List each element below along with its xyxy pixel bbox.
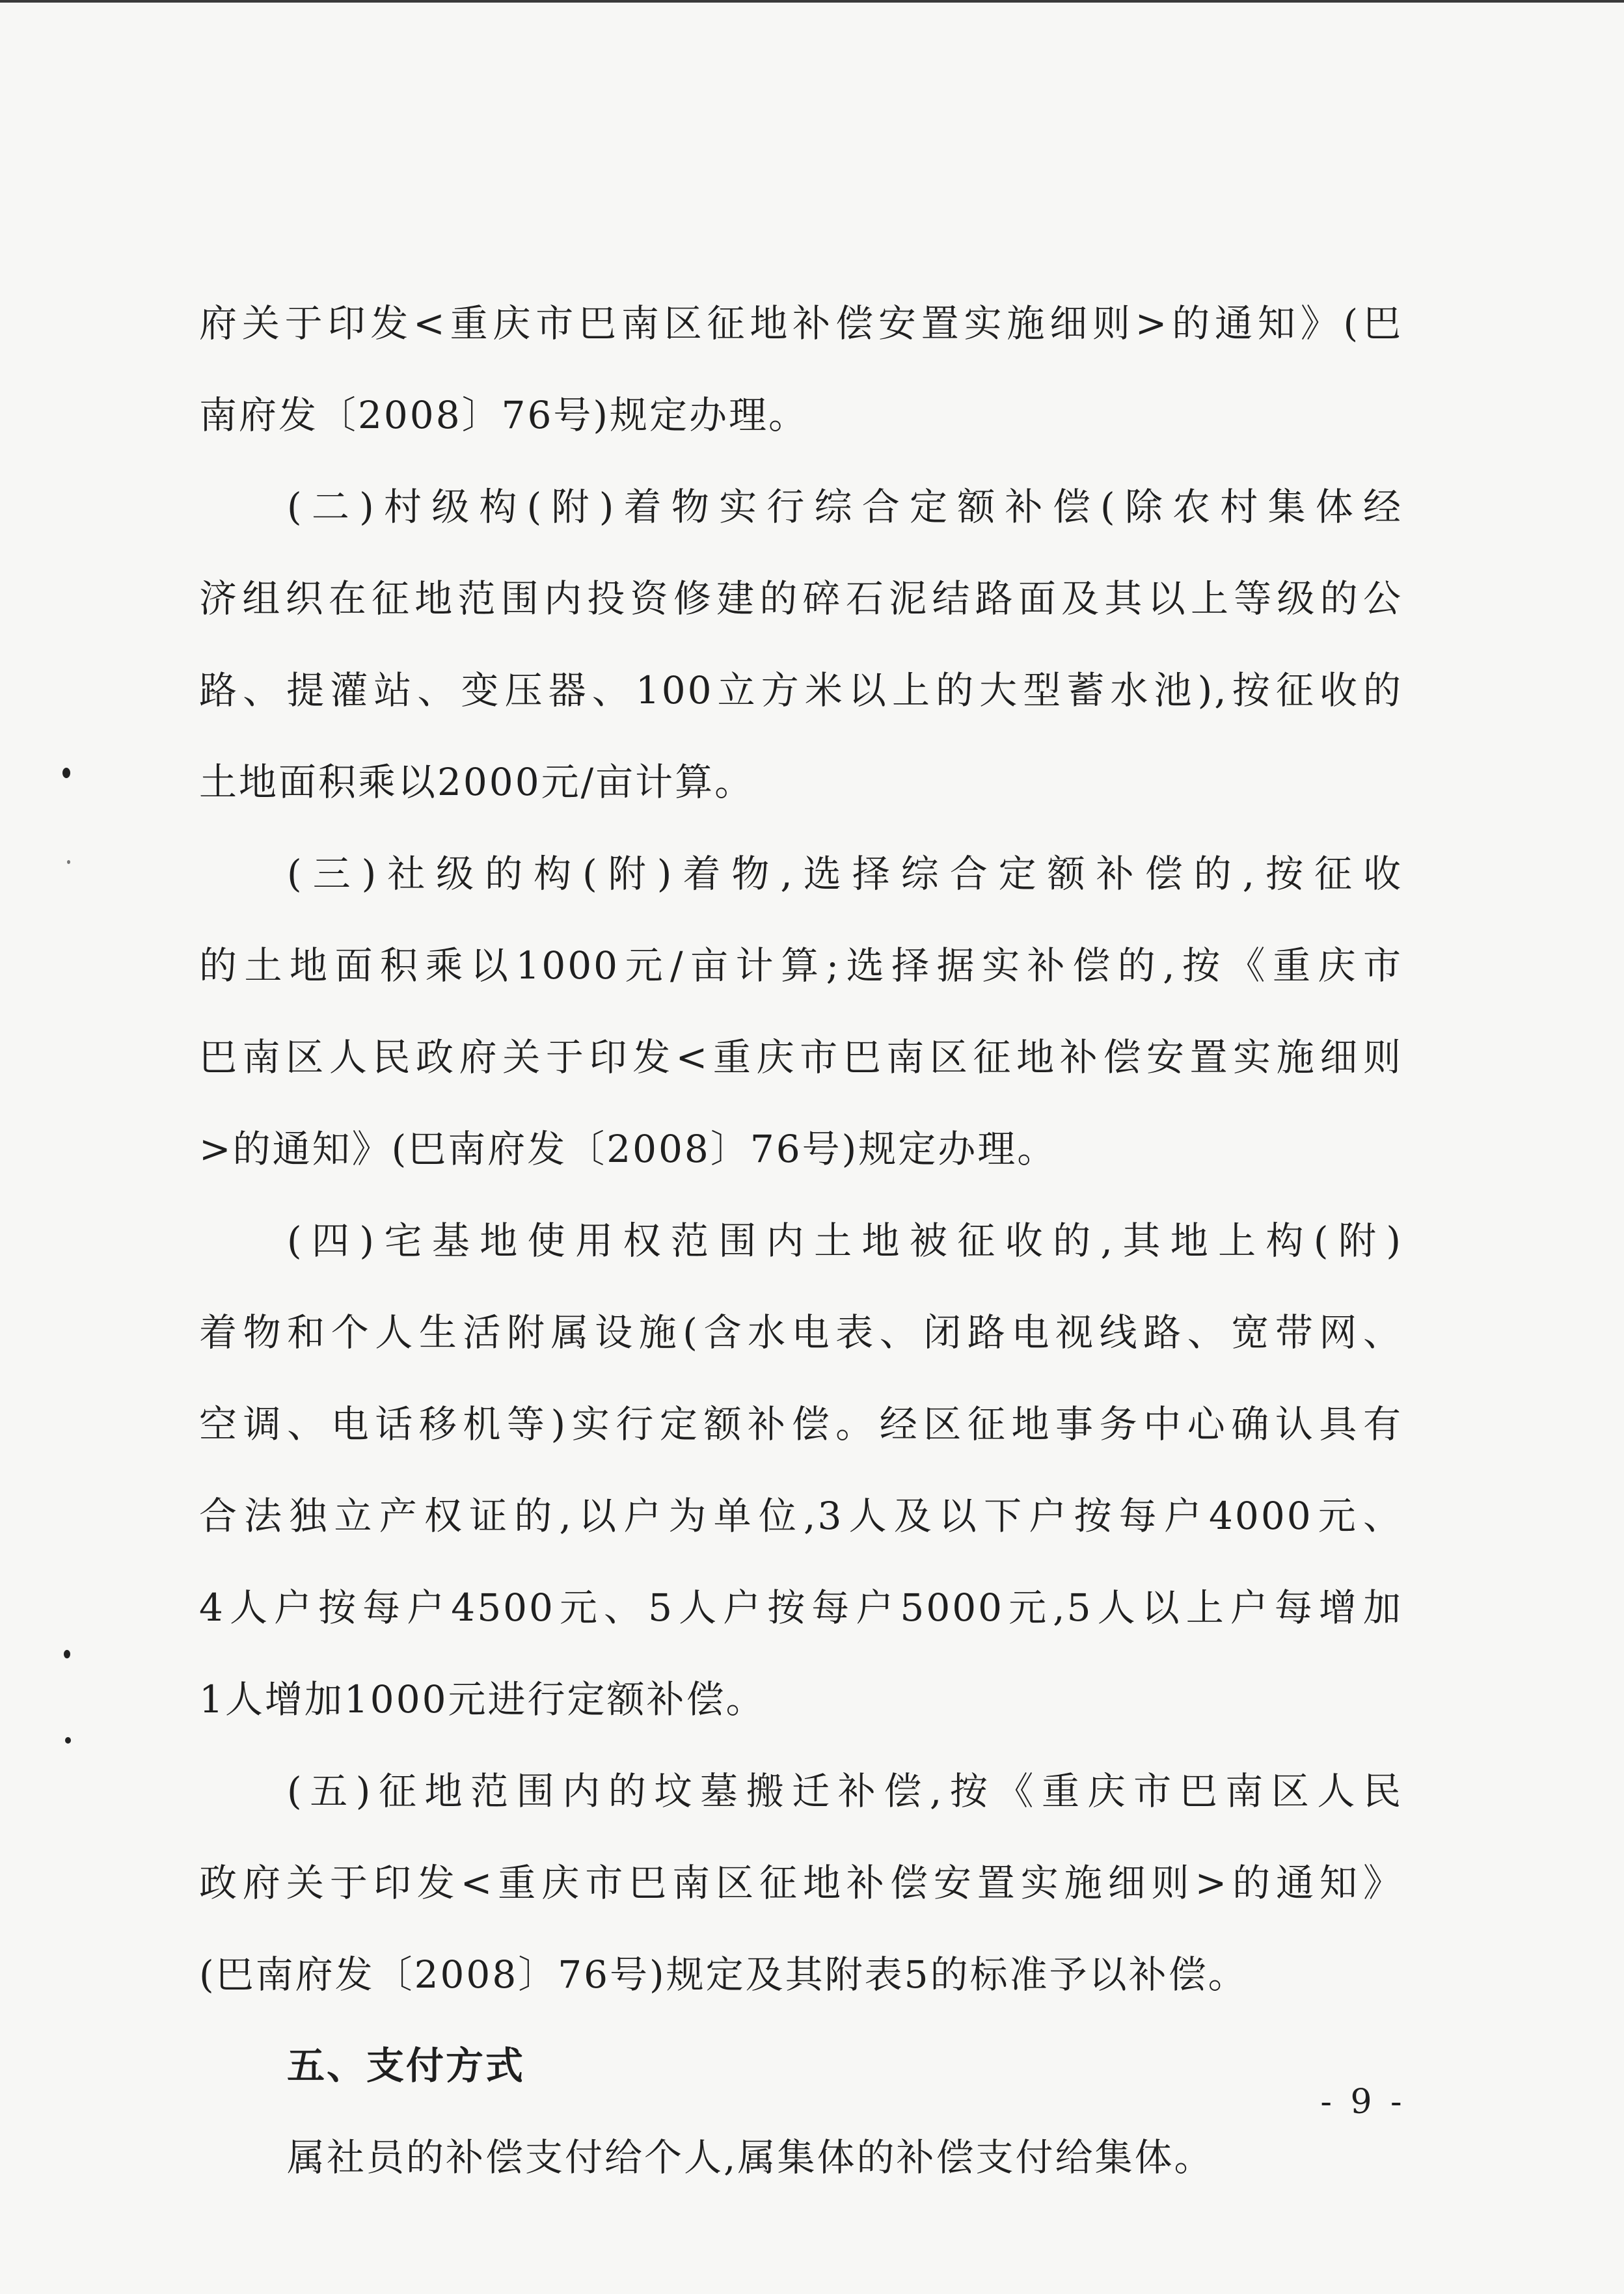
body-line-13: 空调、电话移机等)实行定额补偿。经区征地事务中心确认具有 — [199, 1402, 1403, 1446]
body-line-16: 1人增加1000元进行定额补偿。 — [199, 1677, 766, 1721]
scan-mark-2 — [67, 860, 70, 864]
scan-mark-3 — [64, 1650, 70, 1658]
page-number: - 9 - — [1320, 2083, 1406, 2122]
body-line-17: (五)征地范围内的坟墓搬迁补偿,按《重庆市巴南区人民 — [287, 1769, 1403, 1813]
body-line-9: 巴南区人民政府关于印发<重庆市巴南区征地补偿安置实施细则 — [199, 1035, 1403, 1079]
body-line-19: (巴南府发〔2008〕76号)规定及其附表5的标准予以补偿。 — [199, 1952, 1248, 1997]
body-line-5: 路、提灌站、变压器、100立方米以上的大型蓄水池),按征收的 — [199, 668, 1403, 712]
body-line-4: 济组织在征地范围内投资修建的碎石泥结路面及其以上等级的公 — [199, 576, 1403, 621]
body-line-14: 合法独立产权证的,以户为单位,3人及以下户按每户4000元、 — [199, 1494, 1403, 1538]
body-line-15: 4人户按每户4500元、5人户按每户5000元,5人以上户每增加 — [199, 1586, 1403, 1630]
scan-top-edge — [0, 0, 1624, 3]
body-line-11: (四)宅基地使用权范围内土地被征收的,其地上构(附) — [287, 1219, 1403, 1263]
body-line-2: 南府发〔2008〕76号)规定办理。 — [199, 393, 809, 437]
body-line-10: >的通知》(巴南府发〔2008〕76号)规定办理。 — [199, 1127, 1057, 1171]
body-line-6: 土地面积乘以2000元/亩计算。 — [199, 760, 755, 804]
body-line-3: (二)村级构(附)着物实行综合定额补偿(除农村集体经 — [287, 485, 1403, 529]
scan-mark-4 — [65, 1737, 71, 1744]
body-line-8: 的土地面积乘以1000元/亩计算;选择据实补偿的,按《重庆市 — [199, 943, 1403, 988]
final-line: 属社员的补偿支付给个人,属集体的补偿支付给集体。 — [287, 2135, 1214, 2179]
scan-mark-1 — [62, 768, 70, 778]
body-line-12: 着物和个人生活附属设施(含水电表、闭路电视线路、宽带网、 — [199, 1310, 1403, 1355]
body-line-7: (三)社级的构(附)着物,选择综合定额补偿的,按征收 — [287, 852, 1403, 896]
section-heading: 五、支付方式 — [287, 2044, 526, 2088]
body-line-1: 府关于印发<重庆市巴南区征地补偿安置实施细则>的通知》(巴 — [199, 301, 1403, 345]
body-line-18: 政府关于印发<重庆市巴南区征地补偿安置实施细则>的通知》 — [199, 1861, 1403, 1905]
